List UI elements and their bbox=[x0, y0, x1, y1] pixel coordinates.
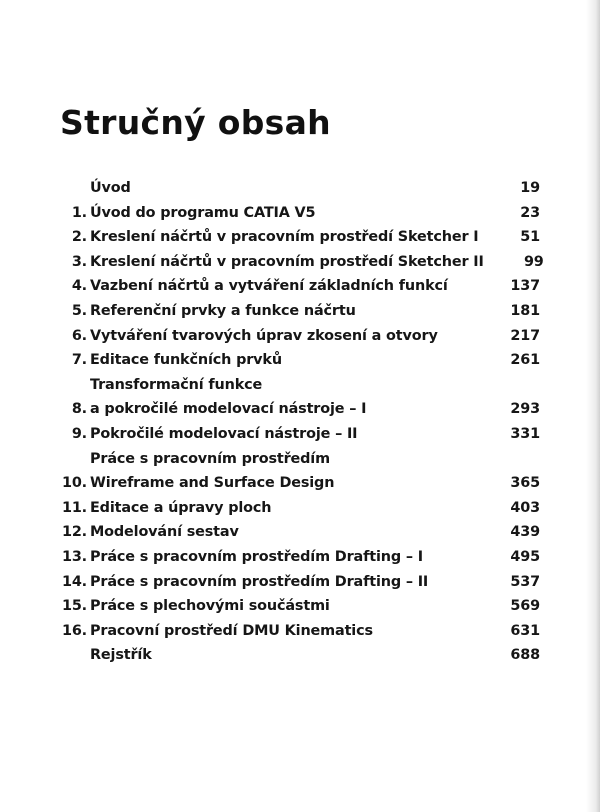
toc-entry-number: 14. bbox=[61, 573, 87, 590]
toc-entry-page-number: 537 bbox=[510, 573, 540, 590]
toc-entry bbox=[60, 274, 540, 299]
toc-entry-number: 1. bbox=[71, 204, 87, 221]
toc-entry bbox=[60, 594, 540, 619]
toc-entry bbox=[60, 299, 540, 324]
toc-entry-title-line: Práce s pracovním prostředím Drafting – II bbox=[90, 573, 429, 590]
toc-entry-number: 9. bbox=[71, 425, 87, 442]
toc-entry-title bbox=[87, 274, 480, 299]
toc-entry-number: 6. bbox=[71, 327, 87, 344]
toc-entry-number: 3. bbox=[71, 253, 87, 270]
toc-entry-page-number: 217 bbox=[510, 327, 540, 344]
toc-entry-page-number: 181 bbox=[510, 302, 540, 319]
toc-entry-page-number: 688 bbox=[510, 647, 540, 664]
toc-entry-title-line: Editace a úpravy ploch bbox=[90, 499, 272, 516]
toc-entry-title-line: Referenční prvky a funkce náčrtu bbox=[90, 302, 356, 319]
toc-entry-title-line: Práce s pracovním prostředím Drafting – I bbox=[90, 548, 423, 565]
toc-entry-title-line: Editace funkčních prvků bbox=[90, 352, 282, 369]
toc-entry-page-number: 365 bbox=[510, 475, 540, 492]
toc-entry bbox=[60, 619, 540, 644]
toc-entry-title bbox=[87, 299, 480, 324]
toc-entry bbox=[60, 201, 540, 226]
toc-entry-title-line: Úvod bbox=[90, 180, 131, 196]
toc-entry-title bbox=[87, 373, 480, 422]
toc-entry-page-number: 495 bbox=[510, 548, 540, 565]
toc-entry-title bbox=[87, 594, 480, 619]
toc-entry-title bbox=[87, 520, 480, 545]
toc-entry-title bbox=[87, 545, 480, 570]
toc-entry-number: 10. bbox=[61, 475, 87, 492]
toc-entry-title-line: Úvod do programu CATIA V5 bbox=[90, 204, 316, 221]
toc-entry-title-line: Kreslení náčrtů v pracovním prostředí Sketcher I bbox=[90, 229, 479, 246]
toc-entry-number: 16. bbox=[61, 622, 87, 639]
toc-entry-page-number: 99 bbox=[523, 253, 544, 270]
toc-entry-title bbox=[87, 348, 480, 373]
toc-entry bbox=[60, 643, 540, 668]
toc-entry-page-number: 331 bbox=[510, 425, 540, 442]
toc-entry-title bbox=[87, 570, 480, 595]
toc-entry-title bbox=[87, 643, 480, 668]
toc-entry-page-number: 403 bbox=[510, 499, 540, 516]
toc-entry-page-number: 569 bbox=[510, 598, 540, 615]
toc-entry-number: 8. bbox=[71, 401, 87, 418]
toc-entry-page-number: 51 bbox=[520, 229, 540, 246]
toc-entry bbox=[60, 176, 540, 201]
toc-entry-number: 13. bbox=[61, 548, 87, 565]
page-title: Stručný obsah bbox=[60, 103, 331, 142]
toc-entry-title bbox=[87, 176, 480, 201]
toc-entry-title bbox=[87, 496, 480, 521]
toc-entry-title bbox=[87, 324, 480, 349]
toc-entry-number: 11. bbox=[61, 499, 87, 516]
toc-entry-title-line: Pracovní prostředí DMU Kinematics bbox=[90, 622, 373, 639]
toc-entry-title bbox=[87, 201, 480, 226]
toc-entry-title-line: Vytváření tvarových úprav zkosení a otvory bbox=[90, 327, 438, 344]
toc-entry-page-number: 23 bbox=[520, 204, 540, 221]
toc-entry-title bbox=[87, 422, 480, 447]
page-edge-shadow bbox=[586, 0, 600, 812]
toc-entry bbox=[60, 250, 544, 275]
toc-entry bbox=[60, 447, 540, 496]
toc-entry bbox=[60, 496, 540, 521]
toc-entry bbox=[60, 324, 540, 349]
toc-entry-title bbox=[87, 225, 480, 250]
toc-entry bbox=[60, 570, 540, 595]
toc-entry-title-line: Práce s plechovými součástmi bbox=[90, 598, 330, 615]
toc-entry-page-number: 261 bbox=[510, 352, 540, 369]
toc-entry-title-line: Vazbení náčrtů a vytváření základních funkcí bbox=[90, 278, 448, 295]
toc-entry-title-line: Pokročilé modelovací nástroje – II bbox=[90, 425, 358, 442]
toc-entry-number: 7. bbox=[71, 352, 87, 369]
toc-entry-page-number: 631 bbox=[510, 622, 540, 639]
toc-entry-title bbox=[87, 619, 480, 644]
toc-entry-title-line: Rejstřík bbox=[90, 647, 152, 664]
toc-entry-number: 5. bbox=[71, 302, 87, 319]
toc-entry-title-line: Modelování sestav bbox=[90, 524, 239, 541]
toc-entry-title-line: Kreslení náčrtů v pracovním prostředí Sketcher II bbox=[90, 253, 484, 270]
toc-entry-title-line: Práce s pracovním prostředím bbox=[90, 450, 330, 467]
toc-entry-page-number: 137 bbox=[510, 278, 540, 295]
toc-entry bbox=[60, 348, 540, 373]
toc-entry-page-number: 439 bbox=[510, 524, 540, 541]
toc-entry bbox=[60, 520, 540, 545]
toc-entry-title-line: Transformační funkce bbox=[90, 376, 263, 393]
toc-entry bbox=[60, 225, 540, 250]
toc-entry-number: 15. bbox=[61, 598, 87, 615]
toc-entry bbox=[60, 373, 540, 422]
toc-entry-title bbox=[87, 250, 484, 275]
toc-entry-page-number: 19 bbox=[520, 180, 540, 196]
toc-entry-page-number: 293 bbox=[510, 401, 540, 418]
toc-entry-title-line: Wireframe and Surface Design bbox=[90, 475, 335, 492]
toc-entry-title bbox=[87, 447, 480, 496]
toc-entry-number: 12. bbox=[61, 524, 87, 541]
toc-entry bbox=[60, 545, 540, 570]
toc-entry bbox=[60, 422, 540, 447]
toc-entry-number: 4. bbox=[71, 278, 87, 295]
toc-entry-title-line: a pokročilé modelovací nástroje – I bbox=[90, 401, 367, 418]
table-of-contents bbox=[60, 176, 544, 668]
toc-entry-number: 2. bbox=[71, 229, 87, 246]
